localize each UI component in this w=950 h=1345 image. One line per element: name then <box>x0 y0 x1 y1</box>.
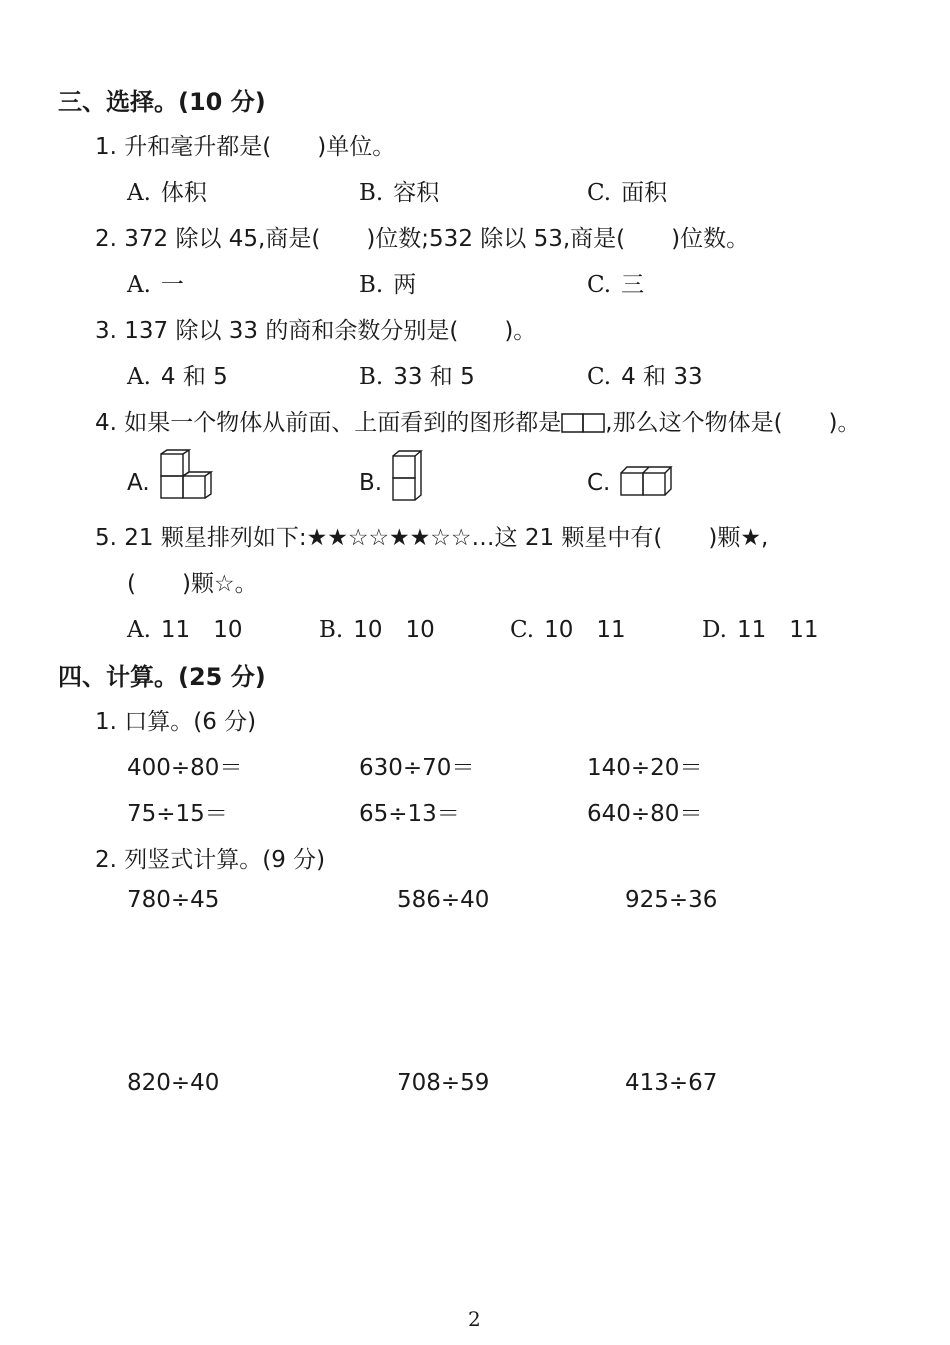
option-text: 一 <box>160 272 184 298</box>
option-letter: A. <box>127 617 151 643</box>
question-5-option-a <box>127 611 242 644</box>
oral-item: 640÷80＝ <box>587 801 703 827</box>
option-text: 三 <box>621 272 645 298</box>
option-letter: B. <box>359 364 384 390</box>
option-a-cube-figure <box>160 450 212 502</box>
question-4-text <box>95 404 861 439</box>
option-letter: B. <box>359 272 384 298</box>
option-b-cube-figure <box>392 450 424 502</box>
question-5-option-b <box>319 611 435 644</box>
question-5-text-line2: ( )颗☆。 <box>127 571 258 597</box>
question-1-option-b <box>359 174 439 207</box>
option-text: 10 10 <box>353 617 435 643</box>
option-text: 两 <box>393 272 417 298</box>
question-3-text: 3. 137 除以 33 的商和余数分别是( )。 <box>95 318 537 344</box>
oral-item: 630÷70＝ <box>359 755 475 781</box>
question-5-option-c <box>510 611 626 644</box>
question-4-option-c-label: C. <box>587 470 611 496</box>
option-letter: A. <box>127 272 151 298</box>
option-letter: C. <box>587 364 612 390</box>
question-1-option-a <box>127 174 207 207</box>
option-text: 33 和 5 <box>393 364 475 390</box>
question-2-option-c <box>587 266 644 299</box>
option-text: 面积 <box>621 180 668 206</box>
option-letter: C. <box>587 180 612 206</box>
page-number: 2 <box>468 1307 481 1331</box>
question-4-text-after: ,那么这个物体是( )。 <box>605 410 861 436</box>
option-text: 4 和 5 <box>160 364 228 390</box>
question-1-text: 1. 升和毫升都是( )单位。 <box>95 134 396 160</box>
question-1-option-c <box>587 174 667 207</box>
question-5-option-d <box>702 611 818 644</box>
question-3-option-c <box>587 358 703 391</box>
option-text: 11 11 <box>736 617 819 643</box>
vertical-item: 708÷59 <box>397 1070 490 1096</box>
option-letter: C. <box>510 617 535 643</box>
section-4-heading: 四、计算。(25 分) <box>58 663 266 691</box>
section-3-heading: 三、选择。(10 分) <box>58 88 266 116</box>
option-letter: C. <box>587 272 612 298</box>
option-text: 10 11 <box>544 617 626 643</box>
option-letter: A. <box>127 364 151 390</box>
vertical-item: 820÷40 <box>127 1070 220 1096</box>
option-letter: B. <box>319 617 344 643</box>
option-letter: B. <box>359 180 384 206</box>
vertical-item: 586÷40 <box>397 887 490 913</box>
question-2-option-a <box>127 266 184 299</box>
question-4-option-b-label: B. <box>359 470 383 496</box>
option-letter: A. <box>127 180 151 206</box>
question-4-option-a-label: A. <box>127 470 150 496</box>
vertical-calculation-title: 2. 列竖式计算。(9 分) <box>95 847 326 873</box>
vertical-item: 925÷36 <box>625 887 718 913</box>
oral-item: 400÷80＝ <box>127 755 243 781</box>
vertical-item: 413÷67 <box>625 1070 718 1096</box>
oral-item: 65÷13＝ <box>359 801 460 827</box>
option-letter: D. <box>702 617 727 643</box>
oral-item: 75÷15＝ <box>127 801 228 827</box>
question-2-option-b <box>359 266 416 299</box>
option-text: 11 10 <box>160 617 243 643</box>
question-4-text-before: 4. 如果一个物体从前面、上面看到的图形都是 <box>95 410 562 436</box>
option-text: 体积 <box>160 180 207 206</box>
option-text: 容积 <box>393 180 440 206</box>
oral-calculation-title: 1. 口算。(6 分) <box>95 709 257 735</box>
option-c-cube-figure <box>620 466 672 498</box>
question-3-option-a <box>127 358 228 391</box>
two-squares-view-figure <box>561 413 605 439</box>
question-3-option-b <box>359 358 475 391</box>
question-2-text: 2. 372 除以 45,商是( )位数;532 除以 53,商是( )位数。 <box>95 226 750 252</box>
oral-item: 140÷20＝ <box>587 755 703 781</box>
vertical-item: 780÷45 <box>127 887 220 913</box>
question-5-text: 5. 21 颗星排列如下:★★☆☆★★☆☆…这 21 颗星中有( )颗★, <box>95 525 769 551</box>
option-text: 4 和 33 <box>621 364 703 390</box>
